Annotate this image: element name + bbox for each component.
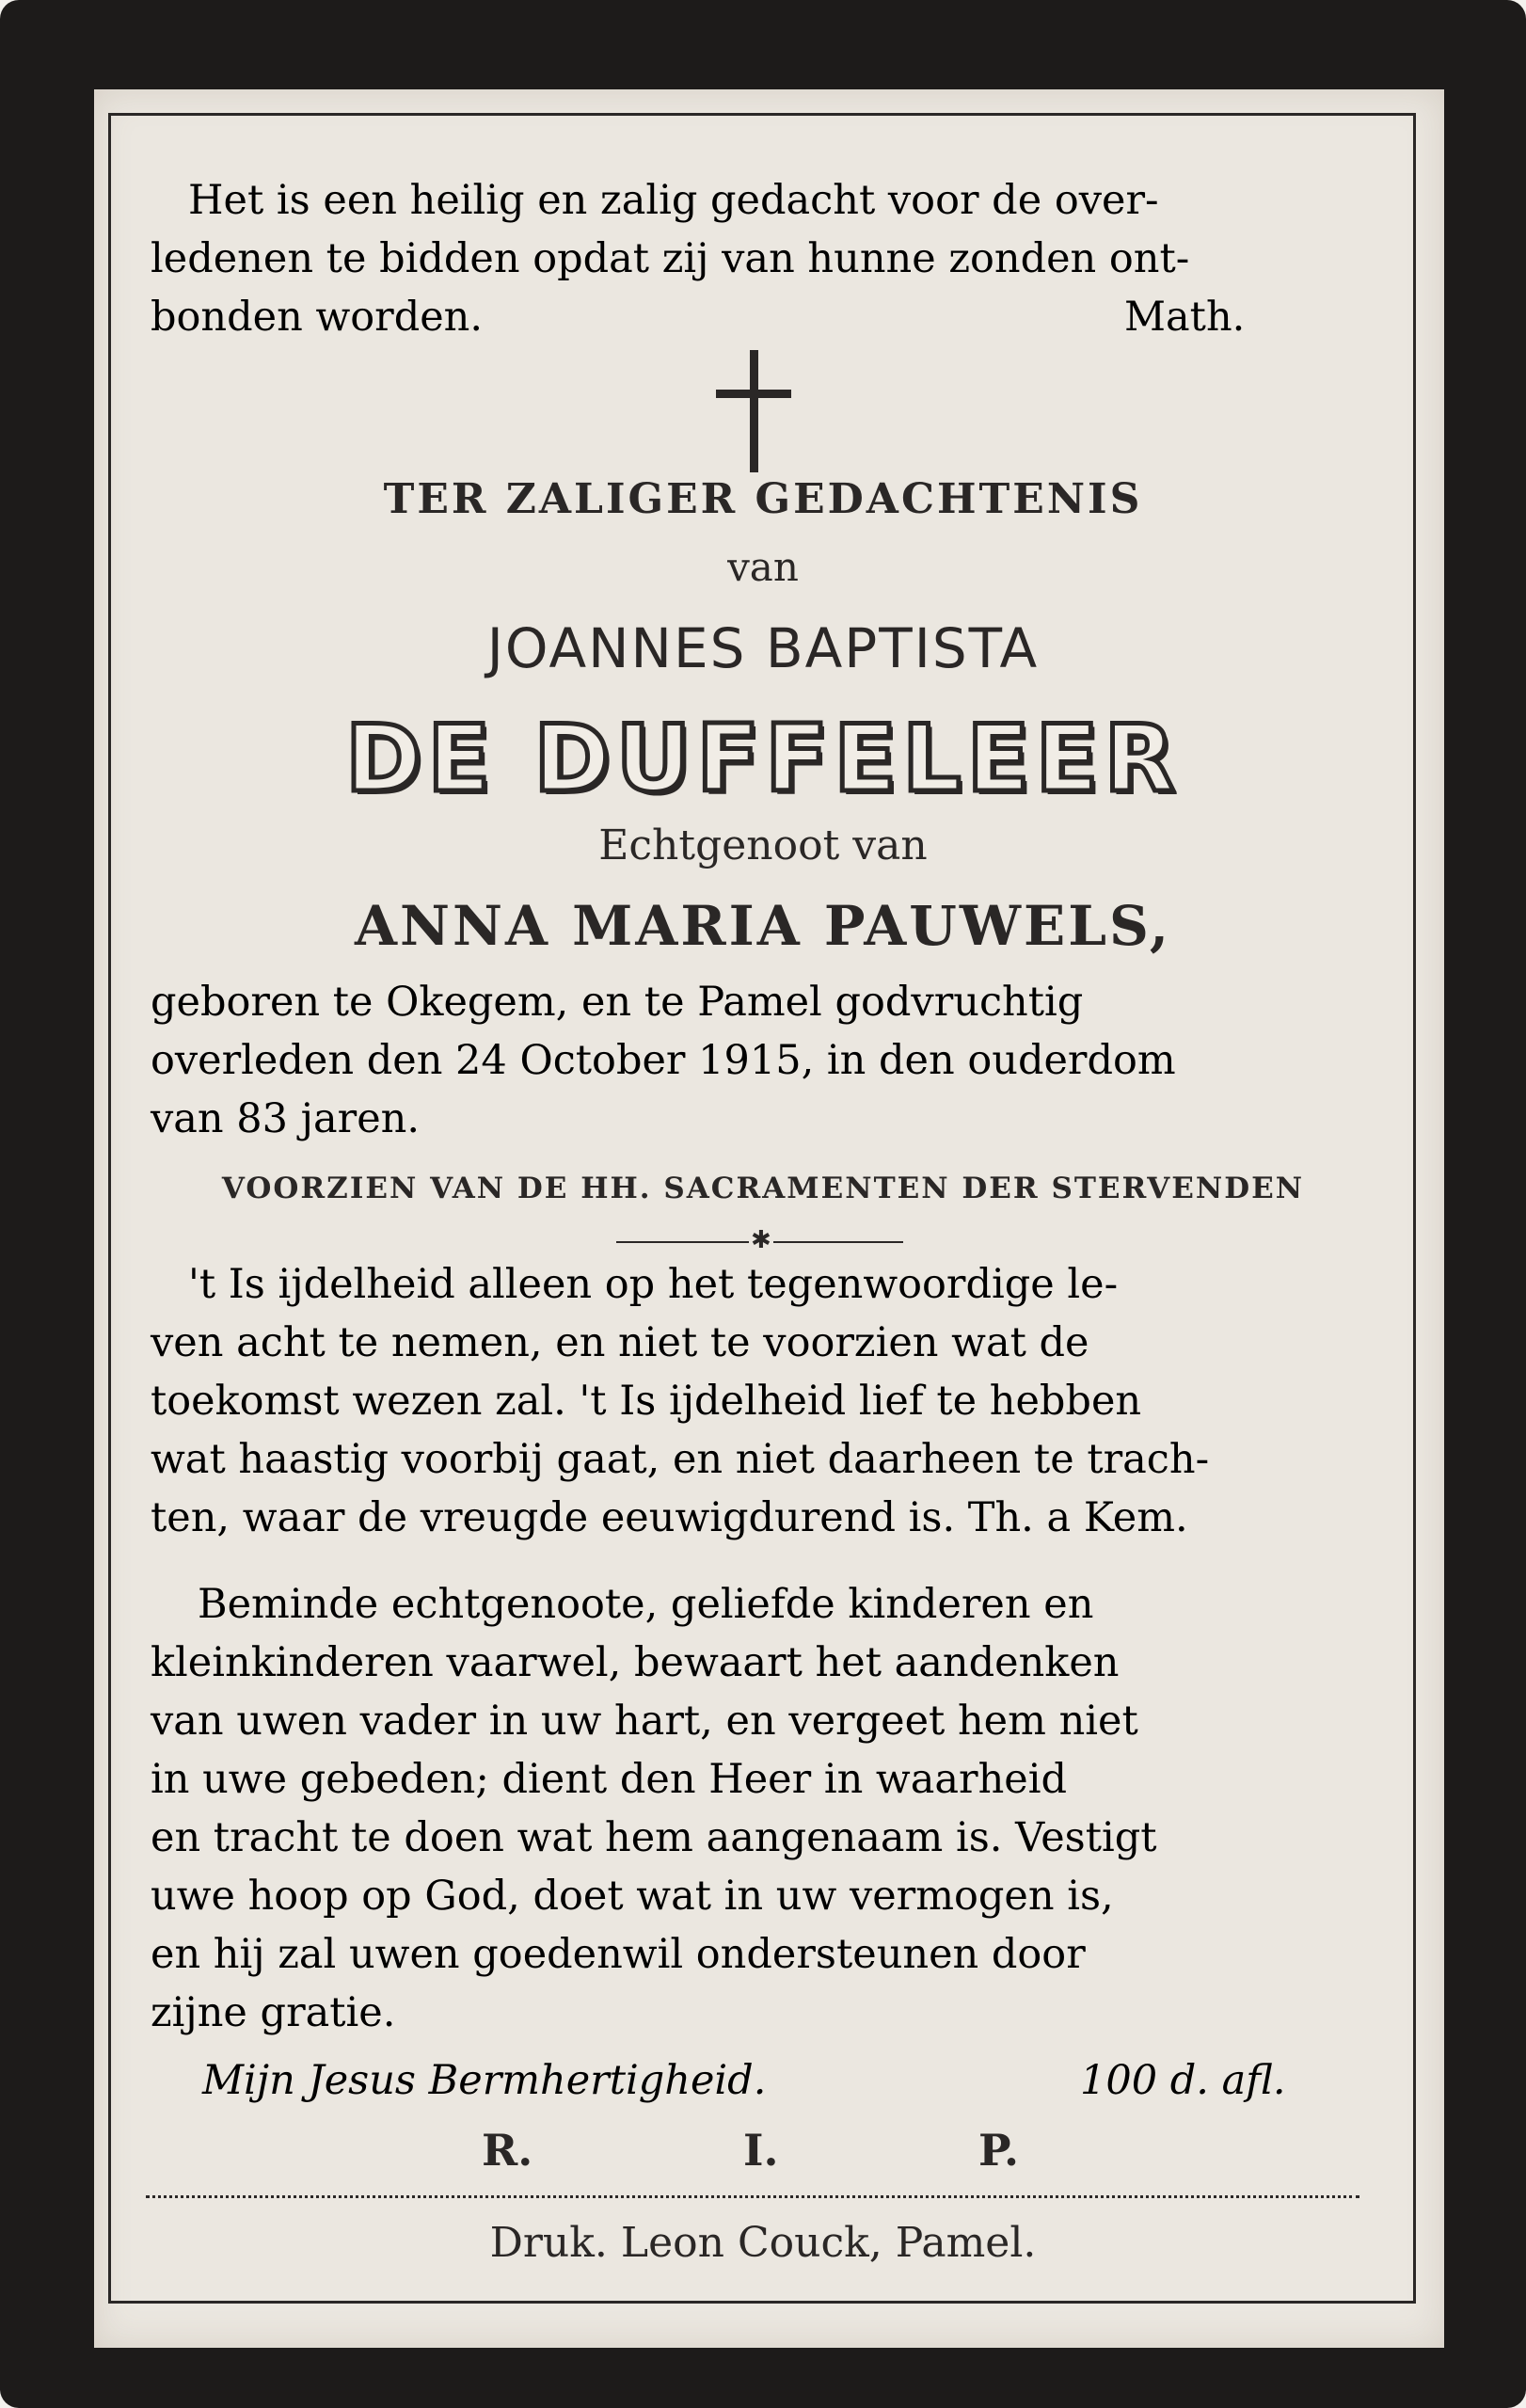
farewell-line: en tracht te doen wat hem aangenaam is. Vestigt — [151, 1814, 1157, 1861]
rip-letter-r: R. — [482, 2125, 533, 2176]
reflection-line: wat haastig voorbij gaat, en niet daarheen te trach- — [151, 1436, 1210, 1483]
farewell-line: Beminde echtgenoote, geliefde kinderen en — [198, 1581, 1094, 1628]
reflection-line: ven acht te nemen, en niet te voorzien wat de — [151, 1319, 1089, 1366]
rip-letter-i: I. — [743, 2125, 779, 2176]
reflection-line: 't Is ijdelheid alleen op het tegenwoordige le- — [188, 1261, 1119, 1308]
farewell-line: van uwen vader in uw hart, en vergeet hem niet — [151, 1698, 1138, 1745]
spouse-name: ANNA MARIA PAUWELS, — [354, 894, 1172, 958]
memorial-heading: TER ZALIGER GEDACHTENIS — [383, 475, 1143, 523]
farewell-line: kleinkinderen vaarwel, bewaart het aandenken — [151, 1639, 1120, 1686]
farewell-line: en hij zal uwen goedenwil ondersteunen door — [151, 1931, 1086, 1978]
dotted-separator — [146, 2195, 1359, 2198]
bio-line: geboren te Okegem, en te Pamel godvruchtig — [151, 979, 1084, 1026]
asterisk-ornament-icon: ✱ — [751, 1226, 771, 1254]
printer-credit: Druk. Leon Couck, Pamel. — [489, 2219, 1037, 2267]
prayer-text: Mijn Jesus Bermhertigheid. — [202, 2057, 767, 2104]
quote-source: Math. — [1124, 294, 1246, 341]
quote-line: Het is een heilig en zalig gedacht voor de over- — [188, 177, 1159, 224]
farewell-line: uwe hoop op God, doet wat in uw vermogen is, — [151, 1873, 1114, 1920]
rip-letter-p: P. — [978, 2125, 1019, 2176]
bio-line: van 83 jaren. — [151, 1095, 421, 1142]
bio-line: overleden den 24 October 1915, in den ouderdom — [151, 1037, 1176, 1084]
reflection-line: toekomst wezen zal. 't Is ijdelheid lief te hebben — [151, 1378, 1142, 1425]
cross-icon — [716, 350, 791, 477]
indulgence-text: 100 d. afl. — [1080, 2057, 1286, 2104]
farewell-line: zijne gratie. — [151, 1989, 396, 2036]
deceased-first-names: JOANNES BAPTISTA — [486, 616, 1040, 680]
sacraments-line: VOORZIEN VAN DE HH. SACRAMENTEN DER STERVENDEN — [221, 1172, 1305, 1205]
quote-line: bonden worden. — [151, 294, 484, 341]
van-label: van — [727, 544, 799, 590]
farewell-line: in uwe gebeden; dient den Heer in waarheid — [151, 1756, 1067, 1803]
quote-line: ledenen te bidden opdat zij van hunne zonden ont- — [151, 235, 1190, 282]
reflection-line: ten, waar de vreugde eeuwigdurend is. Th. a Kem. — [151, 1494, 1188, 1541]
spouse-label: Echtgenoot van — [598, 821, 928, 869]
ornamental-divider — [616, 1226, 903, 1254]
deceased-surname: DE DUFFELEER — [345, 706, 1181, 813]
